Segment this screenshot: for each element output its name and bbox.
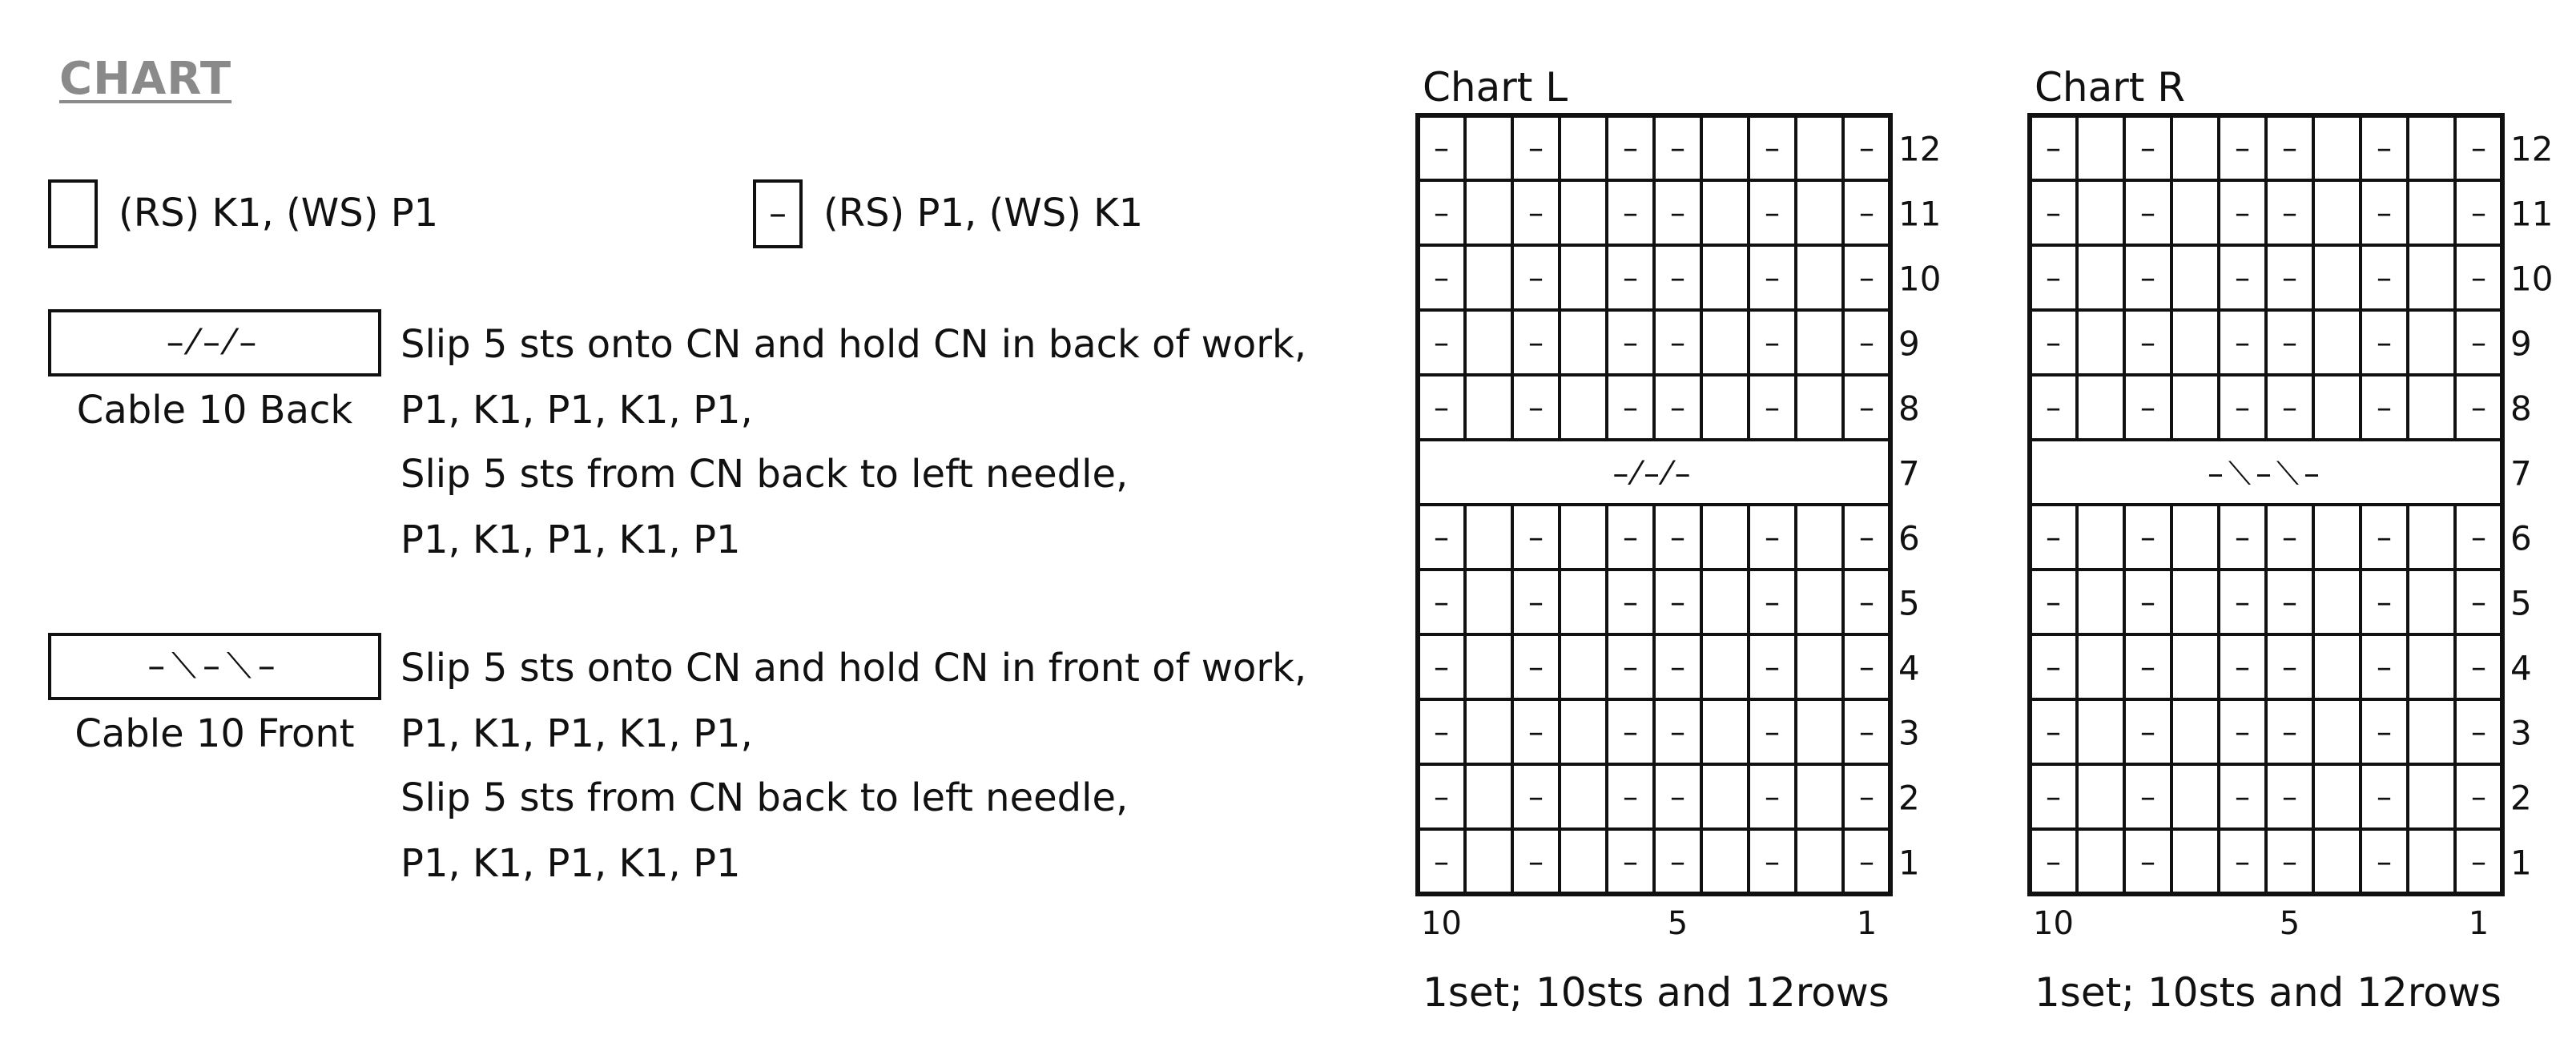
chart-r-cell (2171, 505, 2219, 570)
chart-l-cell (1796, 375, 1843, 440)
cable-back-symbol-box (48, 309, 381, 376)
cable-front-line-1: Slip 5 sts onto CN and hold CN in front of work, (400, 646, 1307, 691)
purl-symbol-box (753, 179, 803, 248)
chart-r-purl-symbol: – (2471, 649, 2486, 685)
chart-r-col-label: 5 (2279, 905, 2300, 942)
chart-r-purl-symbol: – (2377, 519, 2392, 555)
chart-l-purl-symbol: – (1623, 779, 1638, 815)
cable-front-symbol: –⟍–⟍– (147, 646, 282, 687)
chart-r-purl-symbol: – (2471, 130, 2486, 166)
chart-l-cell (1560, 570, 1607, 634)
chart-r-row-label: 1 (2510, 843, 2532, 883)
chart-l-purl-symbol: – (1670, 714, 1685, 750)
chart-r-cell (2171, 829, 2219, 894)
chart-l-cell (1796, 505, 1843, 570)
cable-back-line-4: P1, K1, P1, K1, P1 (400, 517, 741, 562)
chart-l-purl-symbol: – (1434, 130, 1449, 166)
chart-l-purl-symbol: – (1623, 844, 1638, 880)
chart-l-cell (1465, 764, 1512, 829)
chart-l-purl-symbol: – (1623, 260, 1638, 296)
chart-l-cable-symbol: –⁄–⁄– (1612, 455, 1696, 493)
chart-l-cell (1701, 829, 1749, 894)
chart-l-purl-symbol: – (1434, 519, 1449, 555)
chart-l-purl-symbol: – (1528, 779, 1544, 815)
chart-l-purl-symbol: – (1670, 324, 1685, 360)
chart-l-purl-symbol: – (1765, 195, 1780, 231)
chart-r-cell (2171, 764, 2219, 829)
chart-l-purl-symbol: – (1528, 519, 1544, 555)
chart-l-purl-symbol: – (1434, 324, 1449, 360)
chart-r-title: Chart R (2035, 64, 2186, 111)
chart-r-purl-symbol: – (2282, 324, 2297, 360)
chart-l-cell (1560, 310, 1607, 375)
chart-r-cell (2171, 699, 2219, 764)
chart-l-purl-symbol: – (1528, 324, 1544, 360)
chart-l-purl-symbol: – (1670, 519, 1685, 555)
chart-l-purl-symbol: – (1623, 389, 1638, 425)
chart-l-purl-symbol: – (1434, 714, 1449, 750)
chart-r-purl-symbol: – (2377, 324, 2392, 360)
chart-l-purl-symbol: – (1434, 260, 1449, 296)
chart-l-cell (1465, 245, 1512, 310)
chart-l-purl-symbol: – (1859, 389, 1874, 425)
chart-l-row-label: 2 (1898, 778, 1920, 818)
chart-r-row-label: 5 (2510, 583, 2532, 623)
chart-r-purl-symbol: – (2471, 519, 2486, 555)
chart-r-purl-symbol: – (2235, 649, 2250, 685)
chart-l-cell (1701, 245, 1749, 310)
chart-l-row-label: 5 (1898, 583, 1920, 623)
chart-r-cell (2171, 634, 2219, 699)
chart-r-cell (2077, 764, 2124, 829)
chart-r-purl-symbol: – (2282, 519, 2297, 555)
chart-r-grid (2006, 112, 2566, 945)
chart-r-purl-symbol: – (2282, 584, 2297, 620)
chart-l-purl-symbol: – (1765, 389, 1780, 425)
chart-r-cell (2408, 634, 2455, 699)
cable-back-line-3: Slip 5 sts from CN back to left needle, (400, 452, 1129, 497)
chart-l-cell (1560, 634, 1607, 699)
chart-r-purl-symbol: – (2377, 844, 2392, 880)
knit-description: (RS) K1, (WS) P1 (119, 191, 439, 236)
page-heading: CHART (59, 53, 232, 105)
chart-l-footer: 1set; 10sts and 12rows (1423, 969, 1890, 1016)
chart-l-col-label: 1 (1856, 905, 1878, 942)
chart-r-purl-symbol: – (2140, 195, 2155, 231)
chart-r-cell (2077, 375, 2124, 440)
chart-l-purl-symbol: – (1670, 779, 1685, 815)
chart-r-purl-symbol: – (2046, 649, 2061, 685)
chart-r-row-label: 7 (2510, 453, 2532, 493)
chart-r-cell (2408, 245, 2455, 310)
chart-l-cell (1701, 115, 1749, 180)
chart-l-cell (1796, 570, 1843, 634)
chart-l-purl-symbol: – (1859, 584, 1874, 620)
chart-r-row-label: 6 (2510, 518, 2532, 558)
chart-l-purl-symbol: – (1623, 195, 1638, 231)
chart-r-footer: 1set; 10sts and 12rows (2035, 969, 2502, 1016)
chart-l-purl-symbol: – (1859, 195, 1874, 231)
chart-r-cell (2077, 245, 2124, 310)
chart-l-cell (1465, 699, 1512, 764)
chart-r-purl-symbol: – (2140, 389, 2155, 425)
chart-r-purl-symbol: – (2471, 584, 2486, 620)
chart-l-row-label: 11 (1898, 194, 1942, 234)
chart-l-cell (1701, 180, 1749, 245)
chart-r-purl-symbol: – (2046, 195, 2061, 231)
chart-r-purl-symbol: – (2140, 130, 2155, 166)
chart-r-purl-symbol: – (2377, 130, 2392, 166)
chart-l-cell (1560, 505, 1607, 570)
chart-l-purl-symbol: – (1528, 195, 1544, 231)
chart-l-grid (1394, 112, 1954, 945)
chart-r-row-label: 9 (2510, 324, 2532, 364)
chart-l-purl-symbol: – (1765, 584, 1780, 620)
chart-r-purl-symbol: – (2471, 195, 2486, 231)
chart-r-purl-symbol: – (2140, 714, 2155, 750)
chart-l-cell (1796, 310, 1843, 375)
chart-r-purl-symbol: – (2235, 844, 2250, 880)
chart-r-cell (2077, 699, 2124, 764)
chart-l-row-label: 3 (1898, 713, 1920, 753)
chart-r-purl-symbol: – (2377, 714, 2392, 750)
chart-r-purl-symbol: – (2140, 519, 2155, 555)
chart-r-purl-symbol: – (2282, 130, 2297, 166)
chart-l-cell (1796, 115, 1843, 180)
chart-r-purl-symbol: – (2235, 519, 2250, 555)
chart-l-purl-symbol: – (1859, 844, 1874, 880)
chart-l-cell (1560, 375, 1607, 440)
chart-l-cell (1560, 764, 1607, 829)
chart-l-purl-symbol: – (1765, 130, 1780, 166)
chart-r-cell (2313, 505, 2361, 570)
chart-r-purl-symbol: – (2046, 779, 2061, 815)
chart-l-cell (1560, 245, 1607, 310)
chart-r-cell (2313, 245, 2361, 310)
chart-l-purl-symbol: – (1670, 584, 1685, 620)
chart-l-row-label: 12 (1898, 129, 1942, 169)
chart-r-purl-symbol: – (2235, 195, 2250, 231)
chart-r-purl-symbol: – (2140, 584, 2155, 620)
chart-r-purl-symbol: – (2377, 649, 2392, 685)
chart-l-purl-symbol: – (1623, 130, 1638, 166)
chart-r-purl-symbol: – (2377, 584, 2392, 620)
chart-l-row-label: 1 (1898, 843, 1920, 883)
chart-r-purl-symbol: – (2282, 649, 2297, 685)
chart-r-cell (2077, 570, 2124, 634)
chart-r-cell (2313, 375, 2361, 440)
chart-r-cell (2171, 570, 2219, 634)
knit-symbol-box (48, 179, 98, 248)
chart-r-purl-symbol: – (2377, 779, 2392, 815)
chart-l-cell (1560, 699, 1607, 764)
chart-l-purl-symbol: – (1859, 779, 1874, 815)
chart-r-purl-symbol: – (2282, 714, 2297, 750)
chart-r-purl-symbol: – (2471, 714, 2486, 750)
cable-front-name: Cable 10 Front (74, 711, 355, 756)
chart-r-purl-symbol: – (2282, 844, 2297, 880)
chart-r-col-label: 10 (2033, 905, 2074, 942)
chart-l-cell (1560, 115, 1607, 180)
chart-r-purl-symbol: – (2235, 389, 2250, 425)
chart-l-purl-symbol: – (1528, 130, 1544, 166)
chart-l-purl-symbol: – (1434, 584, 1449, 620)
chart-l-purl-symbol: – (1765, 649, 1780, 685)
cable-front-line-2: P1, K1, P1, K1, P1, (400, 711, 753, 756)
chart-r-purl-symbol: – (2140, 260, 2155, 296)
chart-l-cell (1796, 699, 1843, 764)
chart-l-purl-symbol: – (1670, 649, 1685, 685)
chart-l-col-label: 10 (1421, 905, 1462, 942)
chart-r-cell (2077, 310, 2124, 375)
chart-l-purl-symbol: – (1765, 844, 1780, 880)
chart-l-cell (1796, 634, 1843, 699)
purl-description: (RS) P1, (WS) K1 (823, 191, 1144, 236)
chart-l-purl-symbol: – (1434, 389, 1449, 425)
chart-r-cell (2313, 180, 2361, 245)
chart-l-col-label: 5 (1667, 905, 1688, 942)
chart-l-purl-symbol: – (1670, 130, 1685, 166)
chart-r-cell (2408, 570, 2455, 634)
chart-r-cell (2408, 115, 2455, 180)
chart-l-row-label: 9 (1898, 324, 1920, 364)
chart-l-row-label: 7 (1898, 453, 1920, 493)
chart-l-purl-symbol: – (1670, 844, 1685, 880)
chart-l-cell (1796, 180, 1843, 245)
chart-r-purl-symbol: – (2377, 195, 2392, 231)
chart-r-purl-symbol: – (2046, 324, 2061, 360)
chart-l-purl-symbol: – (1859, 324, 1874, 360)
purl-symbol: – (769, 193, 787, 234)
chart-r-cell (2408, 699, 2455, 764)
chart-l-purl-symbol: – (1528, 584, 1544, 620)
chart-r-purl-symbol: – (2471, 260, 2486, 296)
chart-r-cell (2408, 505, 2455, 570)
chart-r-row-label: 2 (2510, 778, 2532, 818)
chart-l-cell (1796, 764, 1843, 829)
chart-r-purl-symbol: – (2235, 779, 2250, 815)
chart-l-cell (1465, 505, 1512, 570)
chart-r-purl-symbol: – (2282, 779, 2297, 815)
chart-r-purl-symbol: – (2377, 389, 2392, 425)
chart-l-purl-symbol: – (1623, 649, 1638, 685)
chart-l-cell (1465, 115, 1512, 180)
chart-l-purl-symbol: – (1859, 649, 1874, 685)
chart-r-purl-symbol: – (2046, 714, 2061, 750)
chart-r-cell (2408, 180, 2455, 245)
chart-r-cell (2077, 180, 2124, 245)
chart-r-cell (2077, 115, 2124, 180)
chart-l-purl-symbol: – (1623, 519, 1638, 555)
chart-l-purl-symbol: – (1765, 324, 1780, 360)
chart-l-row-label: 6 (1898, 518, 1920, 558)
chart-l-cell (1701, 634, 1749, 699)
chart-l-purl-symbol: – (1528, 260, 1544, 296)
chart-r-purl-symbol: – (2377, 260, 2392, 296)
chart-r-cell (2313, 764, 2361, 829)
chart-r-row-label: 8 (2510, 389, 2532, 429)
cable-front-line-4: P1, K1, P1, K1, P1 (400, 841, 741, 886)
chart-r-purl-symbol: – (2140, 324, 2155, 360)
chart-r-purl-symbol: – (2235, 714, 2250, 750)
chart-r-cell (2313, 570, 2361, 634)
chart-r-row-label: 10 (2510, 259, 2554, 299)
chart-r-row-label: 11 (2510, 194, 2554, 234)
chart-r-row-label: 4 (2510, 648, 2532, 688)
chart-r-cell (2313, 115, 2361, 180)
chart-l-row-label: 8 (1898, 389, 1920, 429)
cable-front-symbol-box (48, 633, 381, 700)
chart-l-purl-symbol: – (1670, 260, 1685, 296)
chart-r-purl-symbol: – (2140, 844, 2155, 880)
chart-r-col-label: 1 (2468, 905, 2489, 942)
chart-r-purl-symbol: – (2471, 844, 2486, 880)
chart-r-cable-symbol: –⟍–⟍– (2208, 455, 2324, 493)
chart-l-purl-symbol: – (1765, 779, 1780, 815)
chart-l-purl-symbol: – (1623, 324, 1638, 360)
chart-r-purl-symbol: – (2471, 389, 2486, 425)
chart-r-cell (2171, 310, 2219, 375)
cable-back-name: Cable 10 Back (76, 388, 353, 433)
chart-l-cell (1701, 699, 1749, 764)
chart-l-title: Chart L (1423, 64, 1568, 111)
chart-r-row-label: 3 (2510, 713, 2532, 753)
chart-l-cell (1465, 829, 1512, 894)
chart-r-cell (2077, 505, 2124, 570)
chart-l-cell (1701, 310, 1749, 375)
chart-r-cell (2408, 829, 2455, 894)
chart-r-cell (2313, 699, 2361, 764)
chart-r-purl-symbol: – (2046, 260, 2061, 296)
chart-l-purl-symbol: – (1623, 714, 1638, 750)
chart-r-purl-symbol: – (2282, 195, 2297, 231)
chart-r-cell (2313, 829, 2361, 894)
chart-l-row-label: 10 (1898, 259, 1942, 299)
chart-l-purl-symbol: – (1528, 844, 1544, 880)
chart-l-cell (1465, 375, 1512, 440)
cable-back-symbol: –⁄–⁄– (166, 322, 264, 363)
chart-r-purl-symbol: – (2282, 260, 2297, 296)
chart-l-purl-symbol: – (1670, 195, 1685, 231)
chart-r-purl-symbol: – (2140, 779, 2155, 815)
chart-l-purl-symbol: – (1765, 714, 1780, 750)
chart-r-row-label: 12 (2510, 129, 2554, 169)
chart-r-cell (2171, 245, 2219, 310)
cable-back-line-1: Slip 5 sts onto CN and hold CN in back of work, (400, 322, 1307, 367)
chart-r-cell (2313, 310, 2361, 375)
chart-l-cell (1560, 829, 1607, 894)
chart-r-purl-symbol: – (2046, 389, 2061, 425)
chart-r-cell (2171, 180, 2219, 245)
chart-r-cell (2408, 375, 2455, 440)
chart-l-cell (1465, 634, 1512, 699)
chart-l-purl-symbol: – (1528, 714, 1544, 750)
chart-l-purl-symbol: – (1859, 260, 1874, 296)
chart-l-purl-symbol: – (1765, 260, 1780, 296)
cable-back-line-2: P1, K1, P1, K1, P1, (400, 388, 753, 433)
chart-l-purl-symbol: – (1434, 195, 1449, 231)
chart-l-cell (1465, 570, 1512, 634)
chart-l-cell (1796, 245, 1843, 310)
chart-l-cell (1701, 764, 1749, 829)
chart-r-purl-symbol: – (2046, 519, 2061, 555)
chart-l-purl-symbol: – (1528, 649, 1544, 685)
chart-l-purl-symbol: – (1859, 130, 1874, 166)
chart-l-row-label: 4 (1898, 648, 1920, 688)
chart-r-purl-symbol: – (2471, 779, 2486, 815)
chart-r-cell (2171, 115, 2219, 180)
chart-r-purl-symbol: – (2235, 324, 2250, 360)
chart-r-cell (2313, 634, 2361, 699)
chart-l-cell (1701, 375, 1749, 440)
chart-l-purl-symbol: – (1434, 649, 1449, 685)
chart-r-cell (2408, 764, 2455, 829)
chart-l-purl-symbol: – (1859, 714, 1874, 750)
chart-l-purl-symbol: – (1434, 779, 1449, 815)
chart-l-cell (1465, 310, 1512, 375)
cable-front-line-3: Slip 5 sts from CN back to left needle, (400, 775, 1129, 820)
chart-l-purl-symbol: – (1623, 584, 1638, 620)
chart-l-cell (1701, 505, 1749, 570)
chart-l-purl-symbol: – (1528, 389, 1544, 425)
chart-r-cell (2077, 829, 2124, 894)
chart-l-purl-symbol: – (1670, 389, 1685, 425)
chart-l-purl-symbol: – (1765, 519, 1780, 555)
chart-r-purl-symbol: – (2140, 649, 2155, 685)
chart-r-purl-symbol: – (2282, 389, 2297, 425)
chart-l-cell (1560, 180, 1607, 245)
chart-r-purl-symbol: – (2471, 324, 2486, 360)
chart-r-purl-symbol: – (2046, 130, 2061, 166)
chart-r-cell (2077, 634, 2124, 699)
chart-r-purl-symbol: – (2235, 260, 2250, 296)
chart-r-purl-symbol: – (2046, 844, 2061, 880)
chart-l-cell (1465, 180, 1512, 245)
chart-r-purl-symbol: – (2046, 584, 2061, 620)
chart-r-cell (2408, 310, 2455, 375)
chart-l-purl-symbol: – (1859, 519, 1874, 555)
chart-r-purl-symbol: – (2235, 584, 2250, 620)
chart-r-cell (2171, 375, 2219, 440)
chart-l-purl-symbol: – (1434, 844, 1449, 880)
chart-r-purl-symbol: – (2235, 130, 2250, 166)
chart-l-cell (1796, 829, 1843, 894)
chart-l-cell (1701, 570, 1749, 634)
